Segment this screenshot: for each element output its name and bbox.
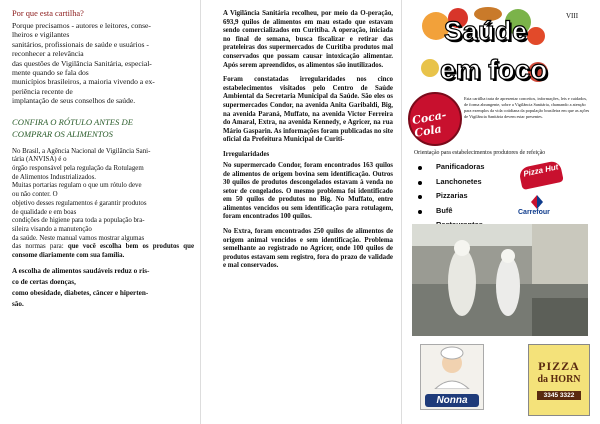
body-line: No Brasil, a Agência Nacional de Vigilância Sani- (12, 147, 151, 155)
intro-line: sanitários, profissionais de saúde e usuários - (12, 39, 149, 49)
operation-paragraph: A Vigilância Sanitária recolheu, por meio da O-peração, 693,9 quilos de alimentos em mau estado que estavam sendo comercializados em Curitiba. A operação, iniciada no final de semana, busca fiscalizar e retirar das prateleiras dos supermercados de Curitiba produtos mal conservados que possam causar intoxicação alimentar. Após serem apreendidos, os alimentos são inutilizados. (223, 10, 393, 69)
body-line: da saúde. Neste manual vamos mostrar algumas (12, 234, 145, 242)
bold-line: A escolha de alimentos saudáveis reduz o ris- (12, 266, 150, 275)
coca-cola-logo (408, 92, 462, 146)
issue-number: VIII (566, 12, 579, 20)
question-heading: Por que esta cartilha? (12, 9, 84, 18)
chef-icon (421, 345, 483, 389)
list-item: Pizzarias (416, 189, 484, 204)
bold-line: como obesidade, diabetes, câncer e hiperten- (12, 288, 149, 297)
body-bold-inline: que você escolha bem os produtos que consome diariamente com sua família. (12, 243, 195, 260)
kitchen-photo (412, 224, 588, 336)
orientation-heading: Orientação para estabelecimentos produtores de refeição (414, 150, 546, 156)
nonna-logo (420, 344, 484, 410)
irregularidades-heading: Irregularidades (223, 150, 270, 158)
body-line: tária (ANVISA) é o (12, 156, 67, 164)
confira-heading (12, 116, 194, 140)
body-line: órgão responsável pela regulação da Rotulagem (12, 165, 144, 173)
intro-line: das questões de Vigilância Sanitária, especial- (12, 58, 152, 68)
irregularities-paragraph: Foram constatadas irregularidades nos cinco estabelecimentos visitados pelo Centro de Saúde Ambiental da Secretaria Municipal da Saúde. São eles os supermercados Condor, na avenida Anita Garibaldi, Big, na avenida Paraná, Muffato, na avenida Victor Ferreira do Amaral, Extra, na avenida Kennedy, e Agricer, na rua Mário Gasparin. As informações foram publicadas no site oficial da Prefeitura Municipal de Curiti- (223, 76, 393, 144)
pizzahorn-title: PIZZA (538, 359, 580, 373)
carrefour-icon (530, 194, 544, 210)
pizzahorn-phone: 3345 3322 (537, 391, 581, 400)
body-line: Muitas portarias regulam o que um rótulo deve (12, 182, 142, 190)
intro-line: municípios brasileiros, a maioria vivendo a ex- (12, 77, 155, 87)
pizza-da-horn-logo (528, 344, 590, 416)
intro-line: mente quando se fala dos (12, 68, 89, 78)
intro-text (12, 21, 194, 106)
establishment-list (416, 160, 484, 233)
body-line: das normas para: (12, 243, 64, 251)
panel-middle (201, 0, 402, 424)
bold-line: são. (12, 299, 24, 308)
list-item: Panificadoras (416, 160, 484, 175)
nonna-text: Nonna (425, 394, 479, 407)
intro-line: lheiros e vigilantes (12, 30, 70, 40)
extra-paragraph: No Extra, foram encontrados 250 quilos de alimentos de origem animal vencidos e sem identificação. Problema semelhante ao registrado no Agricer, onde 100 quilos de produtos estavam sem registro, fora do prazo de validade e mal conservados. (223, 228, 393, 270)
intro-line: reconhecer a relevância (12, 49, 84, 59)
intro-line: Porque precisamos - autores e leitores, conse- (12, 21, 151, 30)
pizza-hut-text: Pizza Hut (522, 162, 560, 179)
pizzahorn-subtitle: da HORN (537, 374, 581, 385)
body-line: sileira visando a manutenção (12, 225, 92, 233)
carrefour-logo (518, 194, 568, 218)
body-line: de Alimentos Industrializados. (12, 173, 97, 181)
bold-line: co de certas doenças, (12, 277, 76, 286)
about-text: Esta cartilha trata de apresentar conceitos, informações, leis e cuidados, de forma abrangente, sobre a Vigilância Sanitária, chamando a atenção para exemplos da vida cotidiana da população brasileira em que as ações de Vigilância Sanitária devem estar presentes. (464, 96, 590, 120)
confira-line: CONFIRA O RÓTULO ANTES DE (12, 116, 133, 127)
carrefour-text: Carrefour (518, 209, 550, 216)
body-line: objetivo desses regulamentos é garantir produtos (12, 199, 147, 207)
body-line: condições de higiene para toda a população bra- (12, 217, 145, 225)
intro-line: periência recente de (12, 86, 73, 96)
body-line: de qualidade e em boas (12, 208, 77, 216)
healthy-choice-text (12, 266, 194, 310)
body-line: ou não conter. O (12, 191, 58, 199)
confira-line: COMPRAR OS ALIMENTOS (12, 128, 113, 139)
title-em-foco: em foco (440, 54, 548, 85)
anvisa-text (12, 148, 194, 261)
condor-paragraph: No supermercado Condor, foram encontrados 163 quilos de alimentos de origem bovina sem identificação. Outros 30 quilos de produtos descongelados estavam à venda no setor de congelados. O mesmo problema foi identificado em 50 quilos de produtos no Big. No Muffato, entre alimentos vencidos ou sem identificação para rotulagem, foram encontrados 100 quilos. (223, 161, 393, 221)
list-item: Lanchonetes (416, 175, 484, 190)
coca-cola-text: Coca-Cola (411, 108, 448, 140)
intro-line: implantação de seus conselhos de saúde. (12, 96, 136, 106)
title-saude: Saúde (444, 16, 528, 46)
list-item: Bufê (416, 204, 484, 219)
panel-left (0, 0, 201, 424)
